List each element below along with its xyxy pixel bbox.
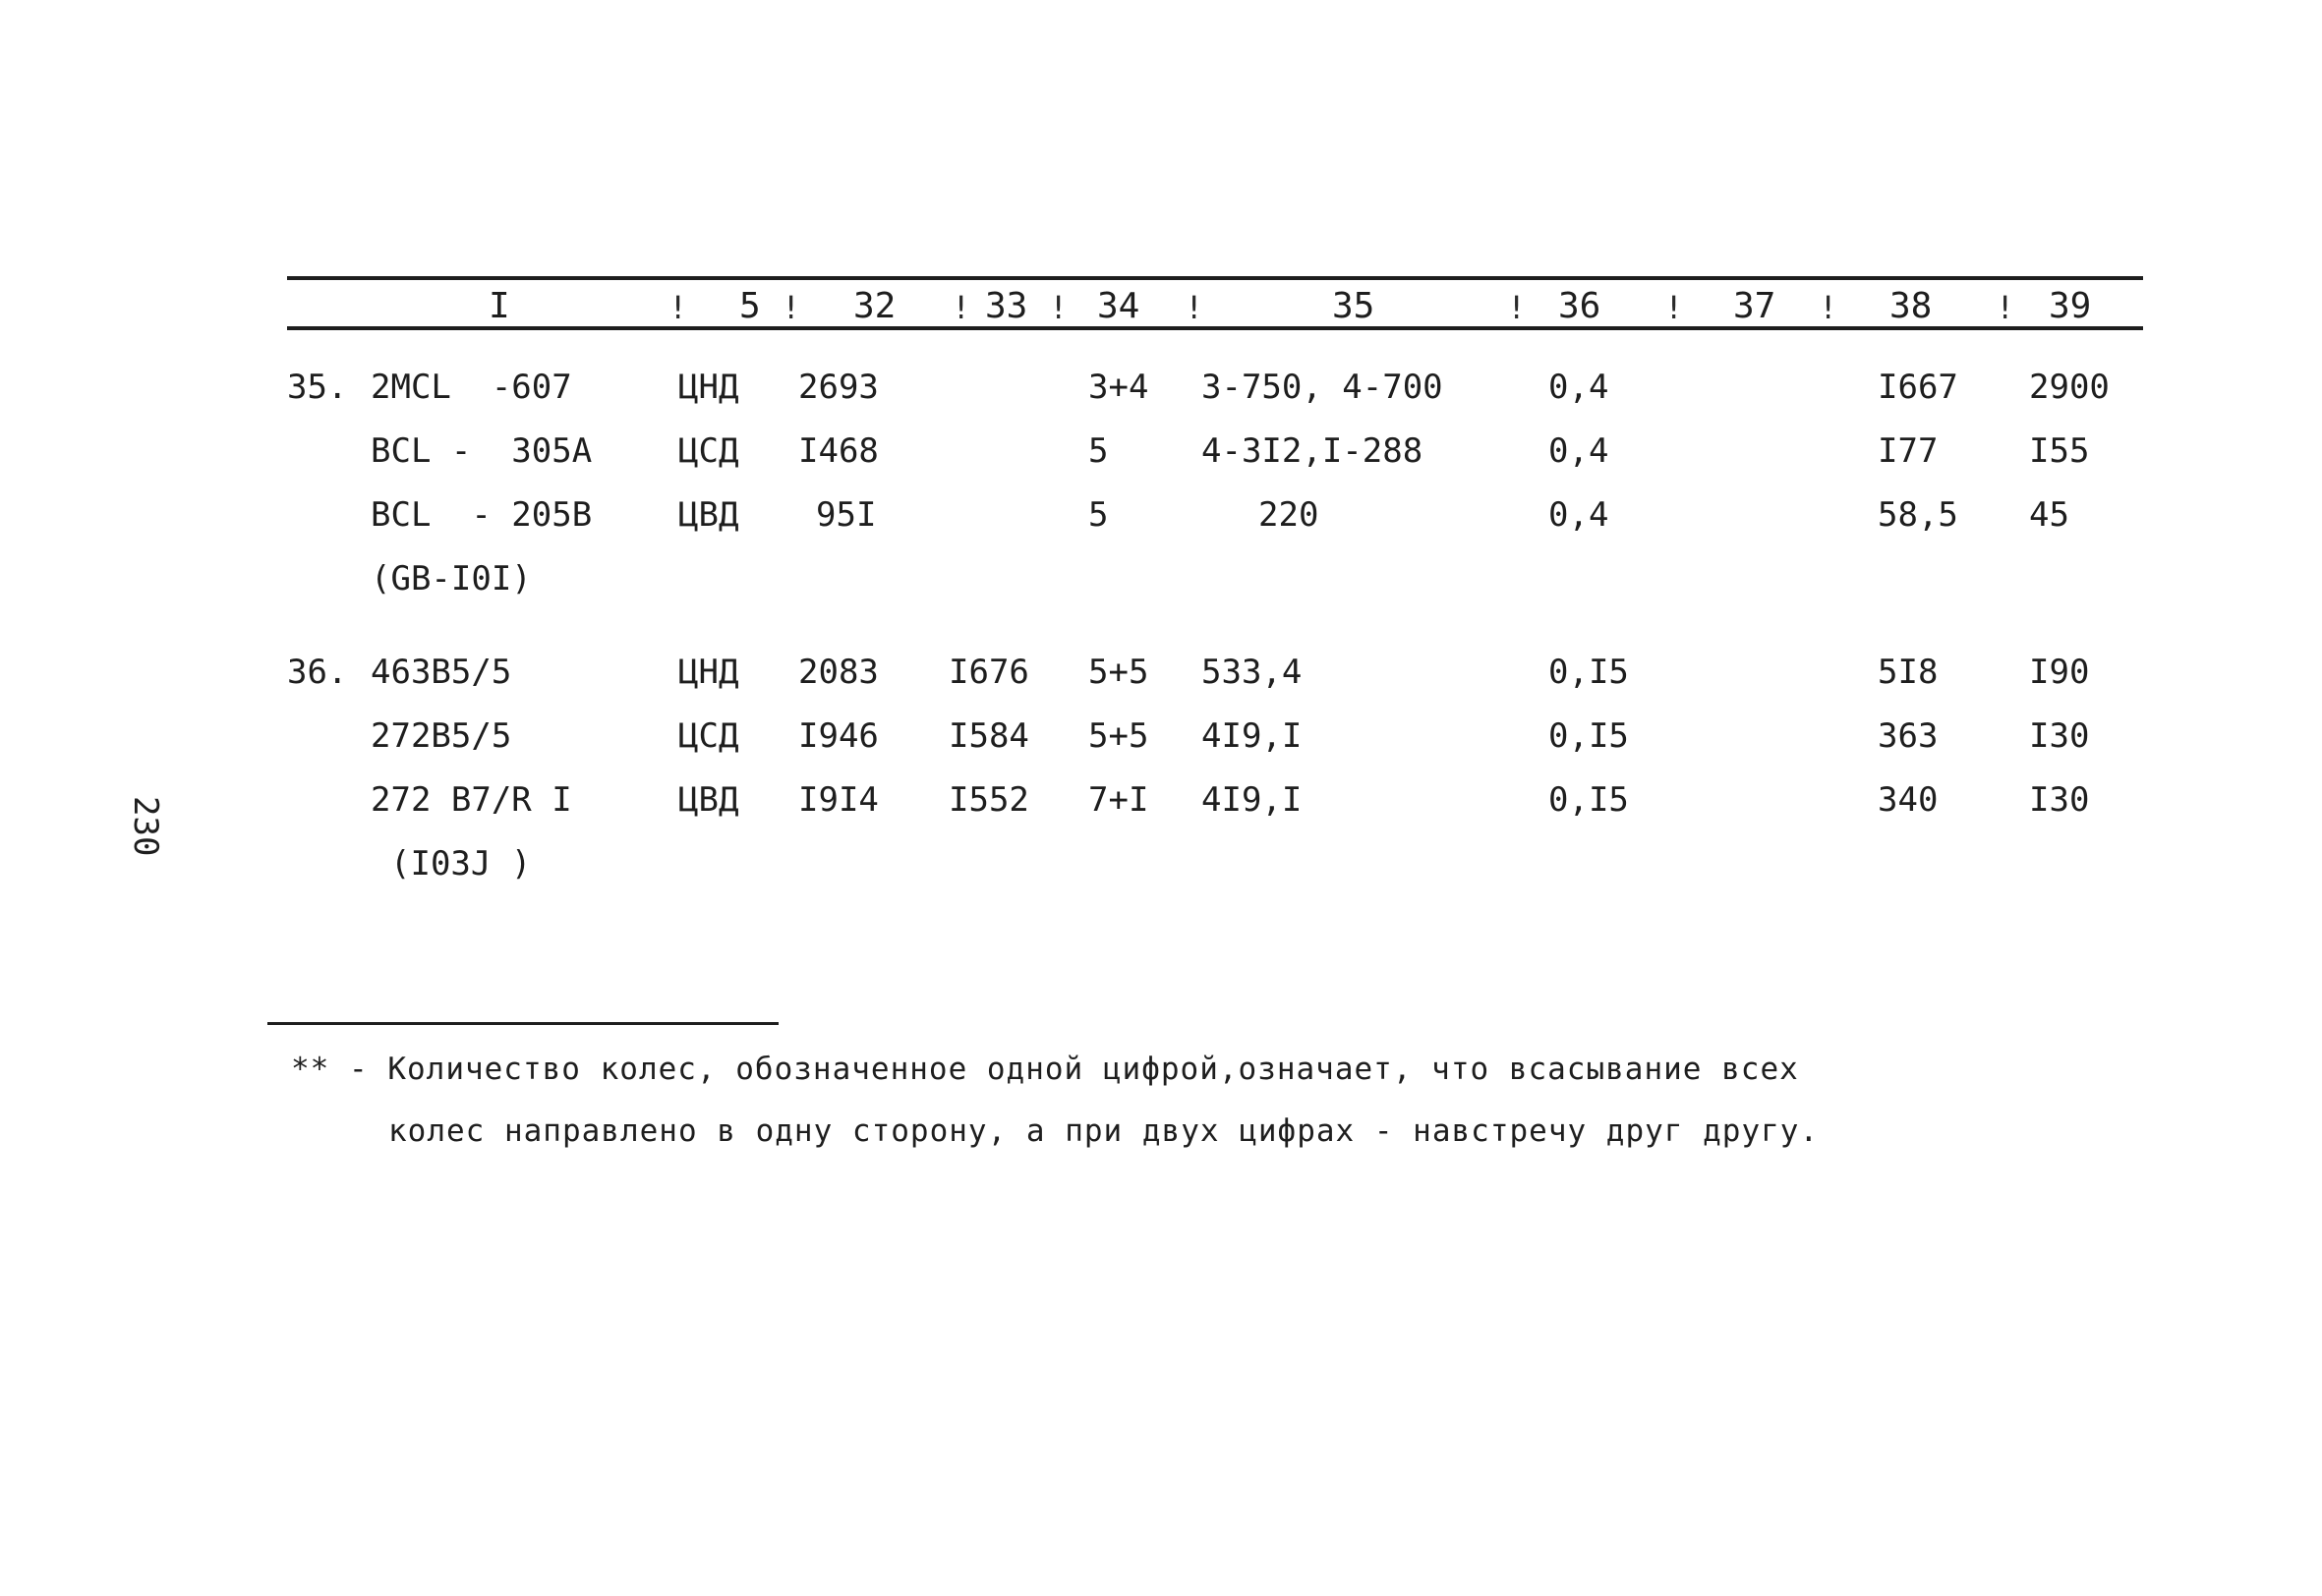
cell-col-33: I552 [949,780,1029,820]
cell-col-39: 2900 [2029,368,2110,407]
column-header: 32 [853,286,897,326]
cell-col-38: 363 [1878,716,1939,756]
column-header: 5 [739,286,761,326]
cell-col-39: I90 [2029,653,2090,692]
cell-col-36: 0,4 [1548,368,1609,407]
column-header: 35 [1332,286,1375,326]
cell-designation: 272 B7/R I [371,780,572,820]
cell-col-34: 5+5 [1088,653,1149,692]
table-header-rule [287,326,2143,330]
cell-col-5: ЦСД [678,716,739,756]
column-separator: ! [1507,289,1527,326]
cell-designation: BCL - 305A [371,431,593,471]
cell-col-5: ЦНД [678,368,739,407]
cell-col-35: 4I9,I [1201,716,1303,756]
cell-col-32: 95I [816,495,877,535]
group-note: (I03J ) [390,844,532,884]
cell-designation: 272B5/5 [371,716,512,756]
cell-col-34: 5+5 [1088,716,1149,756]
footnote-line: - Количество колес, обозначенное одной цифрой,означает, что всасывание всех [349,1052,1799,1087]
column-header: 36 [1558,286,1601,326]
footnote-marker: ** [291,1052,330,1087]
column-separator: ! [1049,289,1069,326]
cell-col-38: 340 [1878,780,1939,820]
cell-col-36: 0,I5 [1548,716,1629,756]
cell-col-38: I667 [1878,368,1958,407]
column-separator: ! [1819,289,1838,326]
column-separator: ! [1664,289,1684,326]
cell-col-35: 4-3I2,I-288 [1201,431,1423,471]
footnote-line: колес направлено в одну сторону, а при двух цифрах - навстречу друг другу. [388,1113,1820,1149]
column-separator: ! [952,289,971,326]
group-number: 36. [287,653,348,692]
cell-designation: 2MCL -607 [371,368,572,407]
cell-col-39: I55 [2029,431,2090,471]
cell-col-38: 58,5 [1878,495,1958,535]
cell-col-39: 45 [2029,495,2069,535]
cell-col-5: ЦСД [678,431,739,471]
cell-col-32: 2083 [798,653,879,692]
column-header: 33 [985,286,1028,326]
column-header: 34 [1097,286,1140,326]
cell-col-33: I676 [949,653,1029,692]
cell-col-34: 5 [1088,495,1109,535]
cell-col-35: 533,4 [1201,653,1303,692]
page-number: 230 [126,796,165,857]
cell-designation: 463B5/5 [371,653,512,692]
column-header: I [489,286,510,326]
cell-col-33: I584 [949,716,1029,756]
cell-col-32: I946 [798,716,879,756]
column-header: 38 [1889,286,1933,326]
cell-col-36: 0,I5 [1548,653,1629,692]
cell-col-36: 0,4 [1548,495,1609,535]
cell-col-38: 5I8 [1878,653,1939,692]
column-separator: ! [1996,289,2015,326]
column-header: 37 [1733,286,1776,326]
cell-col-34: 5 [1088,431,1109,471]
cell-col-34: 7+I [1088,780,1149,820]
cell-col-39: I30 [2029,780,2090,820]
cell-col-5: ЦНД [678,653,739,692]
group-note: (GB-I0I) [371,559,532,598]
column-separator: ! [1185,289,1204,326]
cell-designation: BCL - 205B [371,495,593,535]
cell-col-35: 220 [1258,495,1319,535]
cell-col-35: 4I9,I [1201,780,1303,820]
table-top-rule [287,276,2143,280]
cell-col-34: 3+4 [1088,368,1149,407]
column-header: 39 [2049,286,2092,326]
cell-col-38: I77 [1878,431,1939,471]
cell-col-5: ЦВД [678,780,739,820]
group-number: 35. [287,368,348,407]
cell-col-35: 3-750, 4-700 [1201,368,1443,407]
cell-col-32: I9I4 [798,780,879,820]
cell-col-36: 0,I5 [1548,780,1629,820]
column-separator: ! [668,289,688,326]
cell-col-32: I468 [798,431,879,471]
cell-col-36: 0,4 [1548,431,1609,471]
footnote-rule [267,1022,779,1025]
cell-col-39: I30 [2029,716,2090,756]
cell-col-5: ЦВД [678,495,739,535]
column-separator: ! [782,289,801,326]
cell-col-32: 2693 [798,368,879,407]
